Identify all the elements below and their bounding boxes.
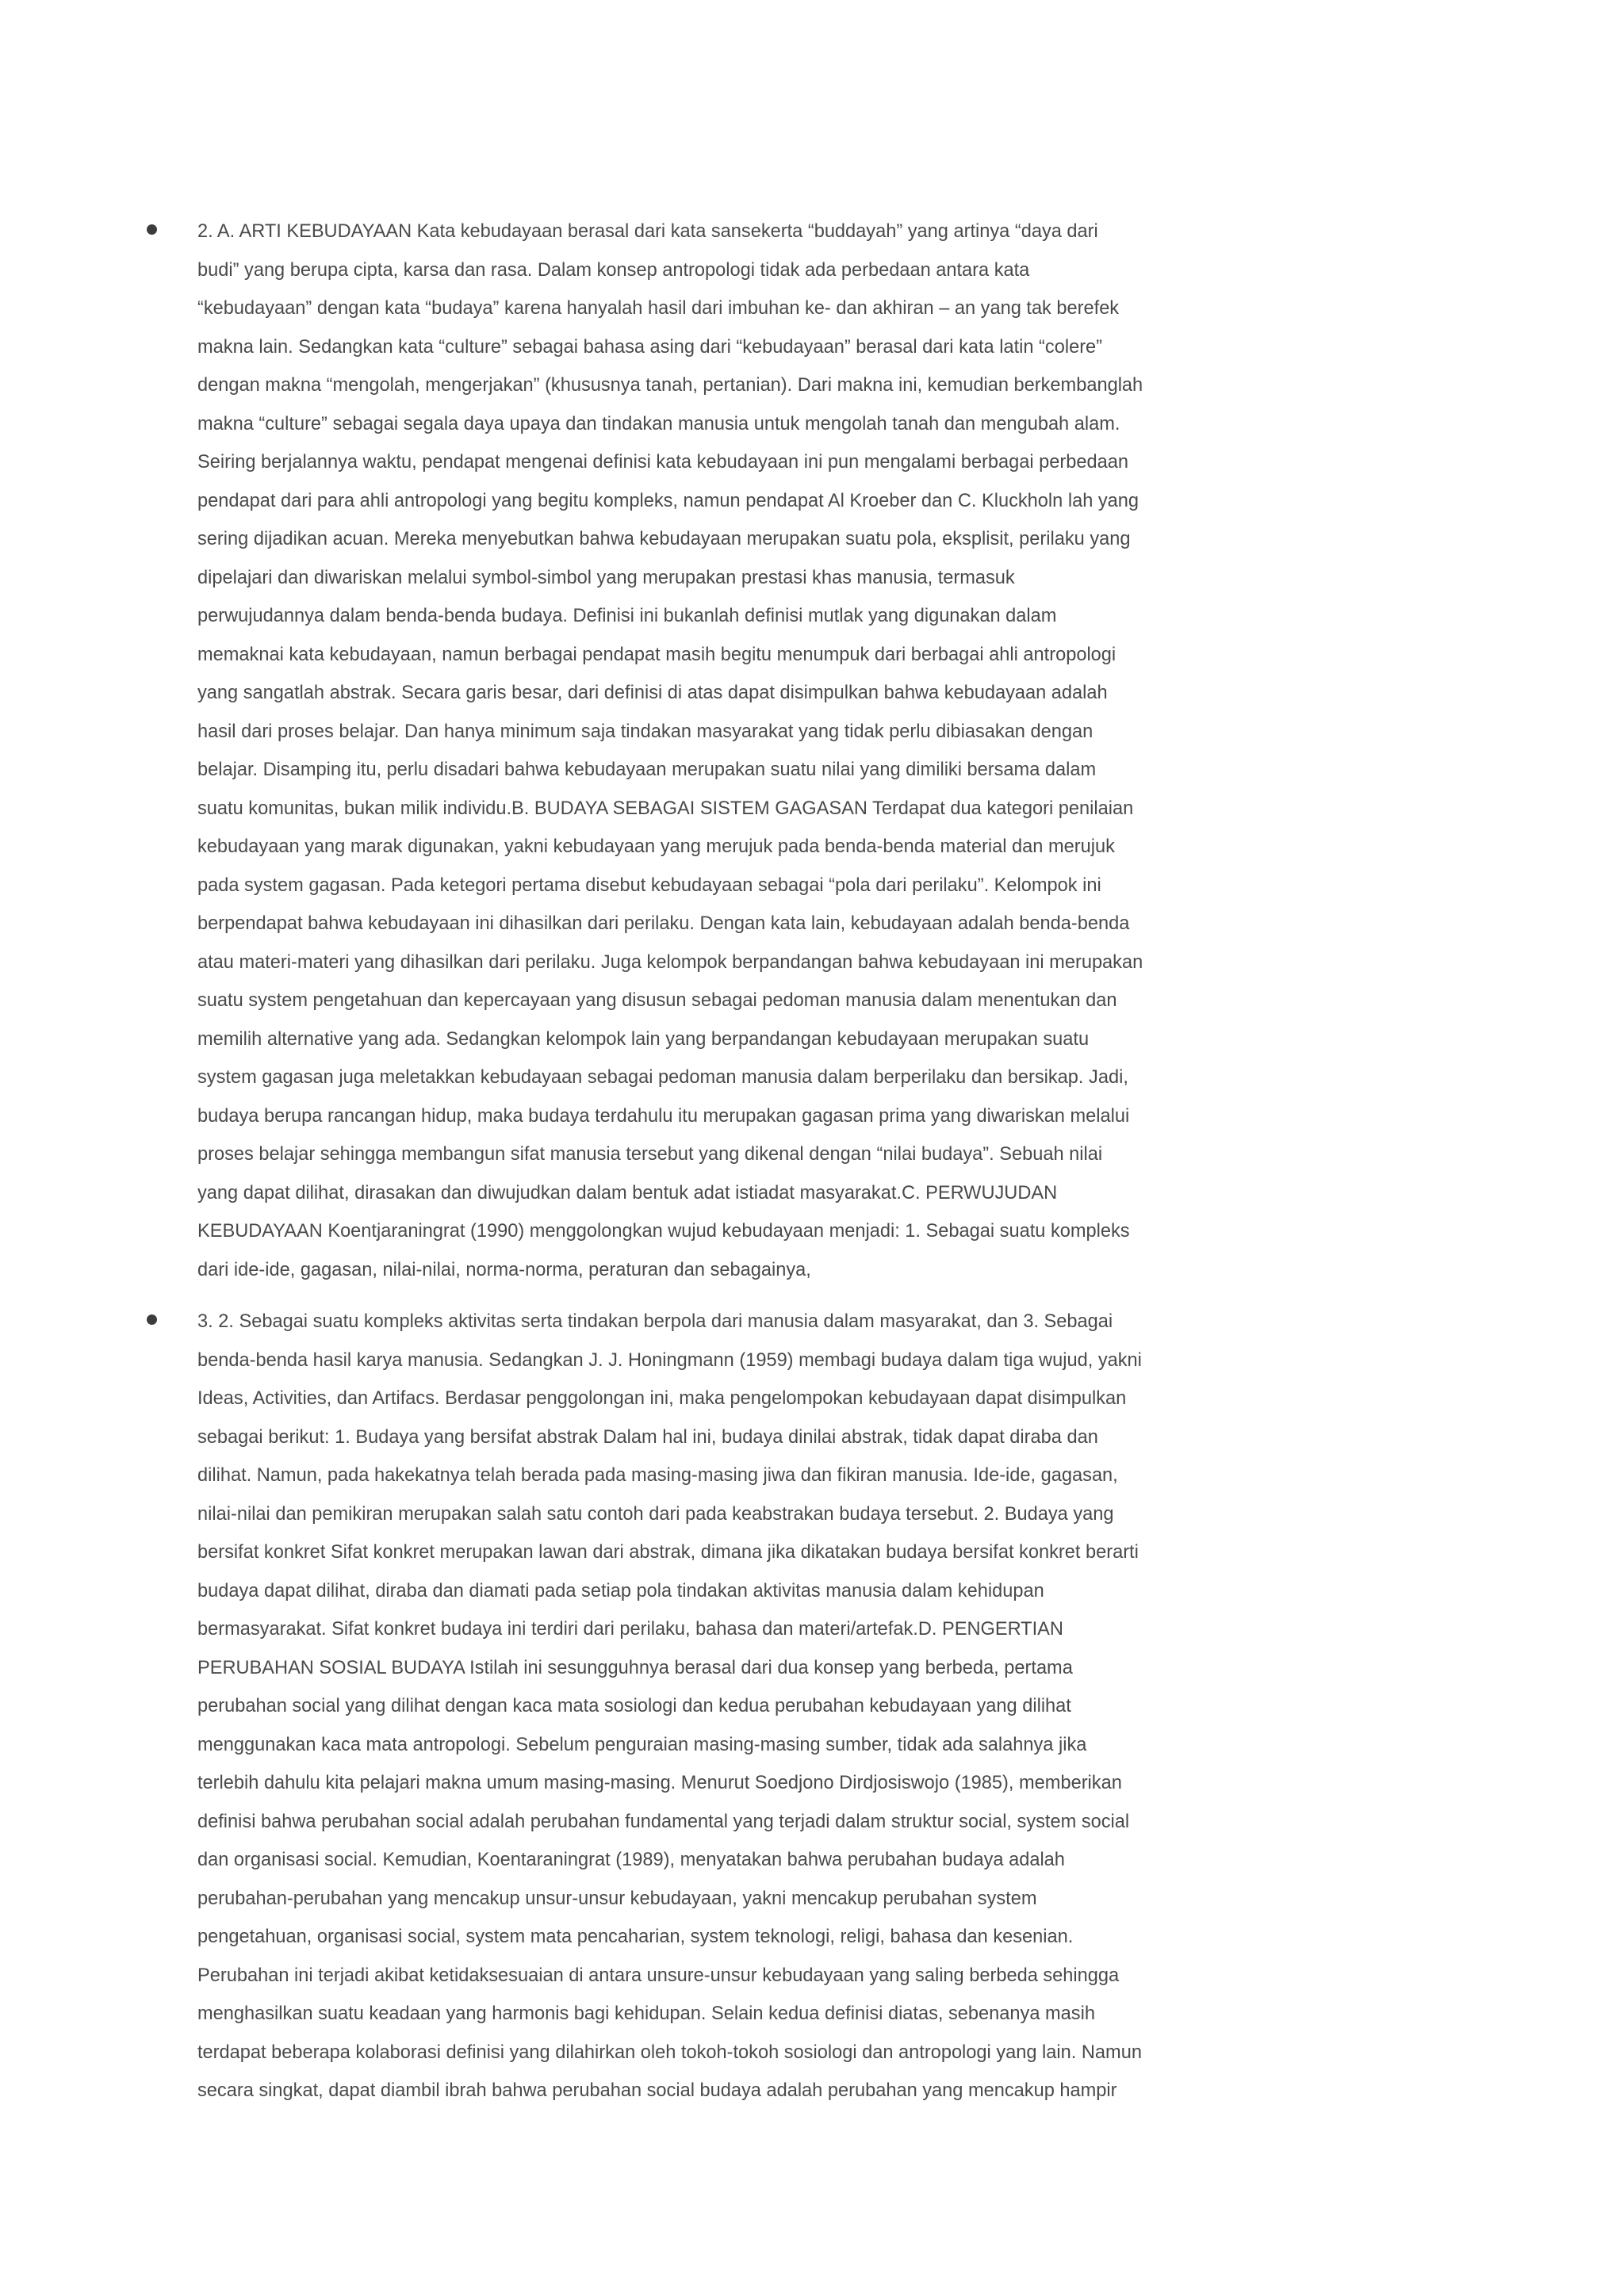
text-line: pada system gagasan. Pada ketegori pertama disebut kebudayaan sebagai “pola dari perilaku”. Kelompok ini <box>197 874 1101 896</box>
text-line: memilih alternative yang ada. Sedangkan kelompok lain yang berpandangan kebudayaan merupakan suatu <box>197 1028 1090 1050</box>
text-line: dipelajari dan diwariskan melalui symbol-simbol yang merupakan prestasi khas manusia, termasuk <box>197 567 1015 588</box>
text-line: “kebudayaan” dengan kata “budaya” karena hanyalah hasil dari imbuhan ke- dan akhiran – an yang tak berefek <box>197 298 1120 319</box>
text-line: Perubahan ini terjadi akibat ketidaksesuaian di antara unsure-unsur kebudayaan yang saling berbeda sehingga <box>197 1965 1120 1986</box>
text-line: memaknai kata kebudayaan, namun berbagai pendapat masih begitu menumpuk dari berbagai ahli antropologi <box>197 644 1116 665</box>
text-line: 3. 2. Sebagai suatu kompleks aktivitas serta tindakan berpola dari manusia dalam masyarakat, dan 3. Sebagai <box>197 1311 1113 1332</box>
text-line: PERUBAHAN SOSIAL BUDAYA Istilah ini sesungguhnya berasal dari dua konsep yang berbeda, pertama <box>197 1657 1073 1678</box>
text-line: Seiring berjalannya waktu, pendapat mengenai definisi kata kebudayaan ini pun mengalami berbagai perbedaan <box>197 452 1128 473</box>
text-line: sering dijadikan acuan. Mereka menyebutkan bahwa kebudayaan merupakan suatu pola, eksplisit, perilaku yang <box>197 529 1131 549</box>
text-line: perubahan-perubahan yang mencakup unsur-unsur kebudayaan, yakni mencakup perubahan system <box>197 1888 1037 1909</box>
text-line: makna lain. Sedangkan kata “culture” sebagai bahasa asing dari “kebudayaan” berasal dari kata latin “colere” <box>197 336 1103 358</box>
text-line: system gagasan juga meletakkan kebudayaan sebagai pedoman manusia dalam berperilaku dan bersikap. Jadi, <box>197 1067 1128 1088</box>
text-line: dari ide-ide, gagasan, nilai-nilai, norma-norma, peraturan dan sebagainya, <box>197 1259 811 1280</box>
text-line: nilai-nilai dan pemikiran merupakan salah satu contoh dari pada keabstrakan budaya tersebut. 2. Budaya yang <box>197 1503 1114 1525</box>
bullet-icon <box>147 1314 157 1325</box>
text-line: budaya berupa rancangan hidup, maka budaya terdahulu itu merupakan gagasan prima yang diwariskan melalui <box>197 1105 1130 1127</box>
text-line: makna “culture” sebagai segala daya upaya dan tindakan manusia untuk mengolah tanah dan mengubah alam. <box>197 413 1120 434</box>
text-line: 2. A. ARTI KEBUDAYAAN Kata kebudayaan berasal dari kata sansekerta “buddayah” yang artinya “daya dari <box>197 221 1098 242</box>
text-line: perubahan social yang dilihat dengan kaca mata sosiologi dan kedua perubahan kebudayaan yang dilihat <box>197 1696 1071 1716</box>
text-line: pendapat dari para ahli antropologi yang begitu kompleks, namun pendapat Al Kroeber dan C. Kluckholn lah yang <box>197 490 1139 511</box>
paragraph-1 <box>197 212 1174 1289</box>
text-line: secara singkat, dapat diambil ibrah bahwa perubahan social budaya adalah perubahan yang mencakup hampir <box>197 2080 1117 2101</box>
text-line: terdapat beberapa kolaborasi definisi yang dilahirkan oleh tokoh-tokoh sosiologi dan antropologi yang lain. Namun <box>197 2042 1142 2063</box>
text-line: Ideas, Activities, dan Artifacs. Berdasar penggolongan ini, maka pengelompokan kebudayaan dapat disimpulkan <box>197 1388 1127 1409</box>
text-line: berpendapat bahwa kebudayaan ini dihasilkan dari perilaku. Dengan kata lain, kebudayaan adalah benda-benda <box>197 913 1130 934</box>
text-line: dilihat. Namun, pada hakekatnya telah berada pada masing-masing jiwa dan fikiran manusia. Ide-ide, gagasan, <box>197 1465 1118 1486</box>
text-line: bermasyarakat. Sifat konkret budaya ini terdiri dari perilaku, bahasa dan materi/artefak.D. PENGERTIAN <box>197 1619 1063 1640</box>
text-line: sebagai berikut: 1. Budaya yang bersifat abstrak Dalam hal ini, budaya dinilai abstrak, tidak dapat diraba dan <box>197 1426 1098 1448</box>
bullet-icon <box>147 224 157 235</box>
text-line: proses belajar sehingga membangun sifat manusia tersebut yang dikenal dengan “nilai budaya”. Sebuah nilai <box>197 1144 1103 1165</box>
text-line: dan organisasi social. Kemudian, Koentaraningrat (1989), menyatakan bahwa perubahan budaya adalah <box>197 1850 1065 1870</box>
text-line: budi” yang berupa cipta, karsa dan rasa. Dalam konsep antropologi tidak ada perbedaan antara kata <box>197 259 1030 281</box>
text-line: menghasilkan suatu keadaan yang harmonis bagi kehidupan. Selain kedua definisi diatas, sebenanya masih <box>197 2003 1095 2024</box>
text-line: pengetahuan, organisasi social, system mata pencaharian, system teknologi, religi, bahasa dan kesenian. <box>197 1927 1074 1947</box>
text-line: bersifat konkret Sifat konkret merupakan lawan dari abstrak, dimana jika dikatakan budaya bersifat konkret berarti <box>197 1542 1139 1563</box>
text-line: kebudayaan yang marak digunakan, yakni kebudayaan yang merujuk pada benda-benda material dan merujuk <box>197 836 1115 857</box>
text-line: yang dapat dilihat, dirasakan dan diwujudkan dalam bentuk adat istiadat masyarakat.C. PERWUJUDAN <box>197 1182 1058 1203</box>
text-line: definisi bahwa perubahan social adalah perubahan fundamental yang terjadi dalam struktur social, system social <box>197 1811 1130 1832</box>
text-line: KEBUDAYAAN Koentjaraningrat (1990) menggolongkan wujud kebudayaan menjadi: 1. Sebagai suatu kompleks <box>197 1221 1130 1242</box>
text-line: hasil dari proses belajar. Dan hanya minimum saja tindakan masyarakat yang tidak perlu dibiasakan dengan <box>197 721 1094 742</box>
text-line: suatu komunitas, bukan milik individu.B. BUDAYA SEBAGAI SISTEM GAGASAN Terdapat dua kategori penilaian <box>197 798 1134 819</box>
paragraph-2 <box>197 1303 1174 2110</box>
text-line: menggunakan kaca mata antropologi. Sebelum penguraian masing-masing sumber, tidak ada salahnya jika <box>197 1734 1087 1755</box>
text-line: budaya dapat dilihat, diraba dan diamati pada setiap pola tindakan aktivitas manusia dalam kehidupan <box>197 1580 1044 1601</box>
text-line: perwujudannya dalam benda-benda budaya. Definisi ini bukanlah definisi mutlak yang digunakan dalam <box>197 606 1057 626</box>
text-line: terlebih dahulu kita pelajari makna umum masing-masing. Menurut Soedjono Dirdjosiswojo (1985), memberikan <box>197 1773 1122 1793</box>
text-line: yang sangatlah abstrak. Secara garis besar, dari definisi di atas dapat disimpulkan bahwa kebudayaan adalah <box>197 683 1108 703</box>
text-line: dengan makna “mengolah, mengerjakan” (khususnya tanah, pertanian). Dari makna ini, kemudian berkembanglah <box>197 375 1143 396</box>
text-line: atau materi-materi yang dihasilkan dari perilaku. Juga kelompok berpandangan bahwa kebudayaan ini merupakan <box>197 951 1143 973</box>
text-line: benda-benda hasil karya manusia. Sedangkan J. J. Honingmann (1959) membagi budaya dalam tiga wujud, yakni <box>197 1349 1142 1371</box>
text-line: belajar. Disamping itu, perlu disadari bahwa kebudayaan merupakan suatu nilai yang dimiliki bersama dalam <box>197 760 1097 780</box>
text-line: suatu system pengetahuan dan kepercayaan yang disusun sebagai pedoman manusia dalam menentukan dan <box>197 990 1117 1011</box>
